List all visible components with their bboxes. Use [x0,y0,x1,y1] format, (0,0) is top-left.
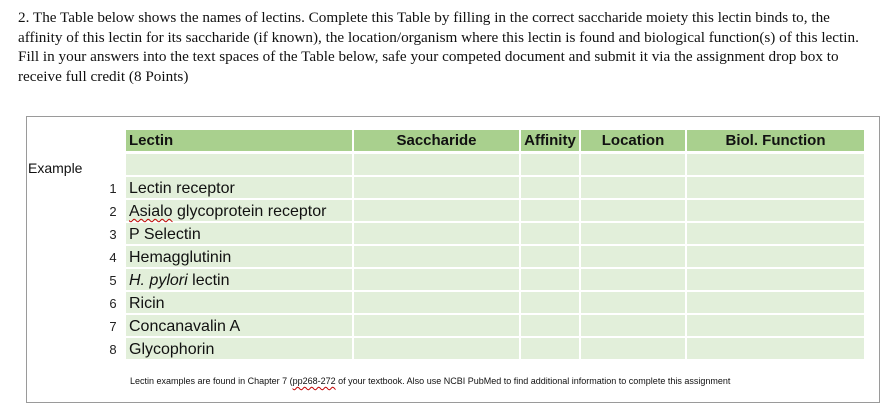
lectin-name: Ricin [126,292,354,314]
lectin-name: P Selectin [126,223,354,245]
example-row [102,154,866,176]
header-location: Location [581,130,687,152]
saccharide-cell[interactable] [354,200,521,222]
affinity-cell[interactable] [521,292,581,314]
location-cell[interactable] [581,338,687,360]
saccharide-cell[interactable] [354,246,521,268]
spellcheck-word: pp268-272 [292,376,336,386]
table-row [102,177,866,199]
affinity-cell[interactable] [521,338,581,360]
example-affinity-cell[interactable] [521,154,581,176]
table-row [102,315,866,337]
affinity-cell[interactable] [521,200,581,222]
lectin-name: Glycophorin [126,338,354,360]
function-cell[interactable] [687,338,866,360]
table-row [102,338,866,360]
location-cell[interactable] [581,200,687,222]
header-saccharide: Saccharide [354,130,521,152]
saccharide-cell[interactable] [354,315,521,337]
row-number: 2 [102,200,126,222]
row-number: 8 [102,338,126,360]
header-affinity: Affinity [521,130,581,152]
question-text: 2. The Table below shows the names of lectins. Complete this Table by filling in the correct saccharide moiety this lectin binds to, the affinity of this lectin for its saccharide (if known), the location/organism where this lectin is found and biological function(s) of this lectin. Fill in your answers into the text spaces of the Table below, safe your competed document and submit it via the assignment drop box to receive full credit (8 Points) [18,9,859,85]
location-cell[interactable] [581,223,687,245]
lectin-name: H. pylori lectin [126,269,354,291]
location-cell[interactable] [581,177,687,199]
function-cell[interactable] [687,200,866,222]
function-cell[interactable] [687,269,866,291]
location-cell[interactable] [581,315,687,337]
affinity-cell[interactable] [521,177,581,199]
header-lectin: Lectin [126,130,354,152]
saccharide-cell[interactable] [354,223,521,245]
table-row [102,200,866,222]
table-header-row [102,130,866,152]
affinity-cell[interactable] [521,246,581,268]
function-cell[interactable] [687,246,866,268]
function-cell[interactable] [687,177,866,199]
function-cell[interactable] [687,292,866,314]
example-saccharide-cell[interactable] [354,154,521,176]
row-number: 4 [102,246,126,268]
example-lectin-cell[interactable] [126,154,354,176]
saccharide-cell[interactable] [354,177,521,199]
example-function-cell[interactable] [687,154,866,176]
spellcheck-word: Asialo [129,203,173,220]
saccharide-cell[interactable] [354,292,521,314]
example-location-cell[interactable] [581,154,687,176]
row-number: 3 [102,223,126,245]
example-label: Example [28,160,83,176]
header-num-cell [102,130,126,152]
saccharide-cell[interactable] [354,269,521,291]
lectin-name: Asialo glycoprotein receptor [126,200,354,222]
affinity-cell[interactable] [521,315,581,337]
lectin-name: Hemagglutinin [126,246,354,268]
function-cell[interactable] [687,223,866,245]
affinity-cell[interactable] [521,223,581,245]
lectin-name: Concanavalin A [126,315,354,337]
location-cell[interactable] [581,246,687,268]
function-cell[interactable] [687,315,866,337]
table-row [102,223,866,245]
row-number: 6 [102,292,126,314]
location-cell[interactable] [581,292,687,314]
affinity-cell[interactable] [521,269,581,291]
row-number: 5 [102,269,126,291]
saccharide-cell[interactable] [354,338,521,360]
lectin-name: Lectin receptor [126,177,354,199]
location-cell[interactable] [581,269,687,291]
table-row [102,269,866,291]
table-row [102,246,866,268]
row-number: 1 [102,177,126,199]
header-biol-function: Biol. Function [687,130,866,152]
footnote: Lectin examples are found in Chapter 7 (pp268-272 of your textbook. Also use NCBI PubMed to find additional information to complete this assignment [130,376,731,386]
row-number: 7 [102,315,126,337]
table-row [102,292,866,314]
